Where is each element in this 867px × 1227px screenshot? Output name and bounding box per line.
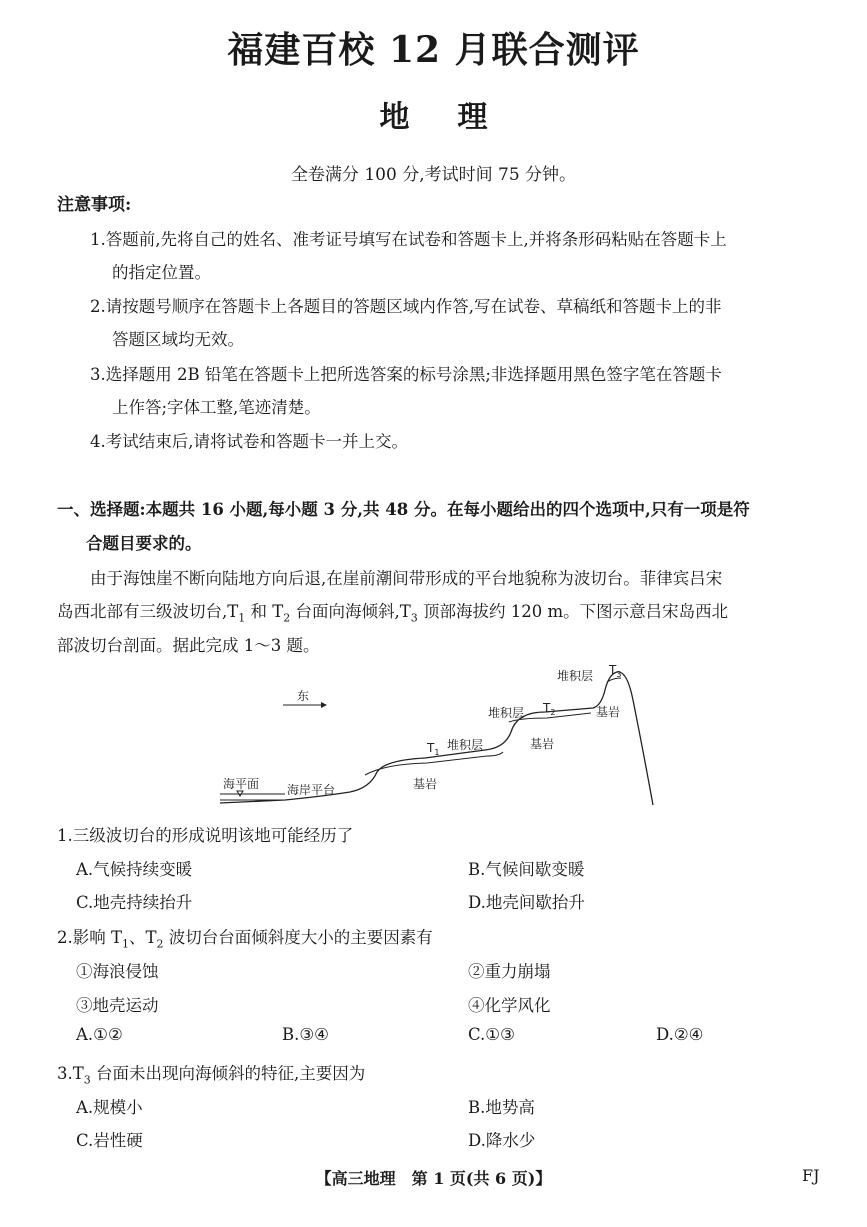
sea-level-label: 海平面 [223,777,260,791]
t2-label: $T_2$ [543,701,556,717]
q1-stem: 1.三级波切台的形成说明该地可能经历了 [57,826,354,845]
notice-line-3: 2.请按题号顺序在答题卡上各题目的答题区域内作答,写在试卷、草稿纸和答题卡上的非 [90,297,722,316]
q2-option-a: A.①② [76,1025,123,1044]
notice-line-6: 上作答;字体工整,笔迹清楚。 [112,398,321,417]
q3-option-c: C.岩性硬 [76,1131,143,1150]
intro-line-1: 由于海蚀崖不断向陆地方向后退,在崖前潮间带形成的平台地貌称为波切台。菲律宾吕宋 [90,569,723,588]
sediment-label-3: 堆积层 [557,669,594,683]
notice-line-4: 答题区域均无效。 [112,330,244,349]
q2-item-1: ①海浪侵蚀 [76,962,159,981]
q2-item-4: ④化学风化 [468,996,551,1015]
bedrock-label-high: 基岩 [596,705,621,719]
sediment-label-1: 堆积层 [447,738,484,752]
notice-line-7: 4.考试结束后,请将试卷和答题卡一并上交。 [90,432,408,451]
notice-line-1: 1.答题前,先将自己的姓名、准考证号填写在试卷和答题卡上,并将条形码粘贴在答题卡上 [90,230,727,249]
wave-cut-platform-profile-diagram [215,660,655,810]
bedrock-label-mid: 基岩 [530,737,555,751]
q1-option-d: D.地壳间歇抬升 [468,893,585,912]
q2-option-c: C.①③ [468,1025,515,1044]
east-label: 东 [297,689,310,703]
east-arrowhead [321,702,327,708]
section-heading-1: 一、选择题:本题共 16 小题,每小题 3 分,共 48 分。在每小题给出的四个选项中,只有一项是符 [57,500,750,519]
sediment-label-2: 堆积层 [488,706,525,720]
q3-option-a: A.规模小 [76,1098,143,1117]
region-code: FJ [802,1166,820,1185]
q3-option-b: B.地势高 [468,1098,535,1117]
q2-option-b: B.③④ [282,1025,329,1044]
q3-stem: $3.T_3$ 台面未出现向海倾斜的特征,主要因为 [57,1064,366,1087]
q1-option-a: A.气候持续变暖 [76,860,193,879]
q2-item-2: ②重力崩塌 [468,962,551,981]
t3-label: $T_3$ [609,663,622,679]
page-footer: 【高三地理 第 1 页(共 6 页)】 [315,1169,552,1188]
q1-option-c: C.地壳持续抬升 [76,893,193,912]
q3-option-d: D.降水少 [468,1131,536,1150]
subject-char-1: 地 [379,100,410,135]
q2-item-3: ③地壳运动 [76,996,159,1015]
coastal-platform-label: 海岸平台 [287,783,336,797]
bedrock-label-low: 基岩 [413,777,438,791]
intro-line-3: 部波切台剖面。据此完成 1～3 题。 [57,636,320,655]
subject-title [0,92,867,136]
exam-title: 福建百校 12 月联合测评 [227,29,640,71]
q2-option-d: D.②④ [656,1025,704,1044]
section-heading-2: 合题目要求的。 [86,534,202,553]
intro-line-2: 岛西北部有三级波切台$,T_1$ 和 $T_2$ 台面向海倾斜$,T_3$ 顶部海拔约 120 m。下图示意吕宋岛西北 [57,602,729,625]
subject-char-2: 理 [457,100,488,135]
notice-line-2: 的指定位置。 [112,263,211,282]
notice-line-5: 3.选择题用 2B 铅笔在答题卡上把所选答案的标号涂黑;非选择题用黑色签字笔在答题卡 [90,365,722,384]
q1-option-b: B.气候间歇变暖 [468,860,585,879]
notice-heading: 注意事项: [57,195,132,215]
t1-label: $T_1$ [427,741,440,757]
q2-stem: 2.影响 $T_1$、$T_2$ 波切台台面倾斜度大小的主要因素有 [57,928,433,951]
score-line: 全卷满分 100 分,考试时间 75 分钟。 [290,165,577,185]
